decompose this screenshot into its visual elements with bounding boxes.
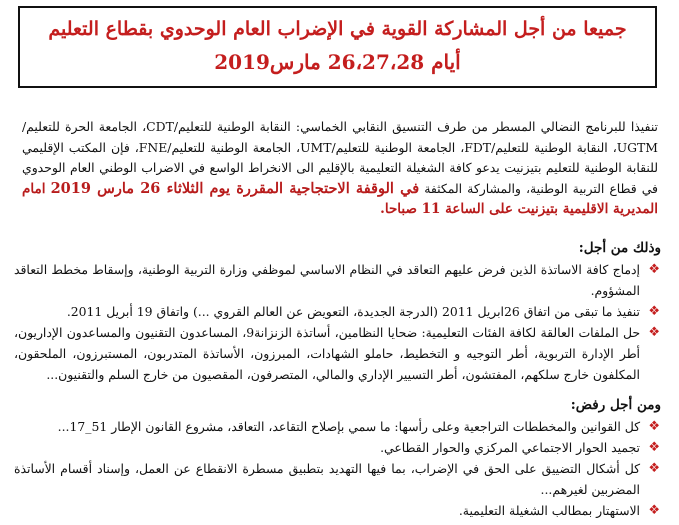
diamond-bullet-icon: ❖ xyxy=(648,440,660,455)
title-box xyxy=(18,6,657,88)
sit-in-announcement: في الوقفة الاحتجاجية المقررة يوم الثلاثاء 26 مارس 2019 xyxy=(50,179,420,197)
list-item xyxy=(14,322,662,385)
list-item-text: كل القوانين والمخططات التراجعية وعلى رأسها: ما سمي بإصلاح التقاعد، التعاقد، مشروع القانون الإطار 51_17... xyxy=(57,419,640,434)
list-item xyxy=(14,301,662,322)
list-item xyxy=(14,458,662,500)
diamond-bullet-icon: ❖ xyxy=(648,262,660,277)
list-item-text: الاستهتار بمطالب الشغيلة التعليمية. xyxy=(458,503,640,518)
list-item-text: إدماج كافة الاساتذة الذين فرض عليهم التعاقد في النظام الاساسي لموظفي وزارة التربية الوطنية، وإسقاط مخطط التعاقد المشؤوم. xyxy=(14,262,640,298)
diamond-bullet-icon: ❖ xyxy=(648,503,660,518)
sit-in-location-time: امام المديرية الاقليمية بتيزنيت على الساعة 11 صباحا. xyxy=(22,180,658,217)
list-item xyxy=(14,437,662,458)
diamond-bullet-icon: ❖ xyxy=(648,325,660,340)
demands-list xyxy=(14,259,662,385)
diamond-bullet-icon: ❖ xyxy=(648,304,660,319)
list-item-text: كل أشكال التضييق على الحق في الإضراب، بما فيها التهديد بتطبيق مسطرة الانقطاع عن العمل، وإسناد أقسام الأساتذة المضربين لغيرهم... xyxy=(14,461,640,497)
list-item xyxy=(14,416,662,437)
rejections-heading: ومن أجل رفض: xyxy=(570,397,661,413)
flyer-title: جميعا من أجل المشاركة القوية في الإضراب العام الوحدوي بقطاع التعليم xyxy=(48,18,627,40)
list-item-text: تجميد الحوار الاجتماعي المركزي والحوار القطاعي. xyxy=(380,440,640,455)
list-item-text: تنفيذ ما تبقى من اتفاق 26ابريل 2011 (الدرجة الجديدة، التعويض عن العالم القروي ...) واتفاق 19 أبريل 2011. xyxy=(66,304,640,319)
list-item-text: حل الملفات العالقة لكافة الفئات التعليمية: ضحايا النظامين، أساتذة الزنزانة9، المساعدون التقنيون والمساعدون الإداريون، أطر الإدارة التربوية، أطر التوجيه و التخطيط، حاملو الشهادات، المبرزون، الأساتذة المتدربون، المستبرزون، الملحقون، المكلفون خارج سلكهم، المفتشون، أطر التسيير الإداري والمالي، المتصرفون، المقصيون من خارج السلم والتقنيون... xyxy=(14,325,640,382)
strike-dates: أيام 26،27،28 مارس2019 xyxy=(214,50,461,74)
diamond-bullet-icon: ❖ xyxy=(648,461,660,476)
list-item xyxy=(14,259,662,301)
intro-paragraph xyxy=(22,117,658,220)
diamond-bullet-icon: ❖ xyxy=(648,419,660,434)
demands-heading: وذلك من أجل: xyxy=(578,240,661,256)
rejections-list xyxy=(14,416,662,521)
list-item xyxy=(14,500,662,521)
intro-text: تنفيذا للبرنامج النضالي المسطر من طرف التنسيق النقابي الخماسي: النقابة الوطنية للتعليم/CDT، الجامعة الحرة للتعليم/ UGTM، النقابة الوطنية للتعليم/FDT، الجامعة الوطنية للتعليم/UMT، الجامعة الوطنية للتعليم/FNE، فإن المكتب الإقليمي للنقابة الوطنية للتعليم بتيزنيت يدعو كافة الشغيلة التعليمية بالإقليم الى الانخراط الواسع في الاضراب الوطني العام الوحدوي في قطاع التربية الوطنية، والمشاركة المكثفة xyxy=(22,119,659,196)
